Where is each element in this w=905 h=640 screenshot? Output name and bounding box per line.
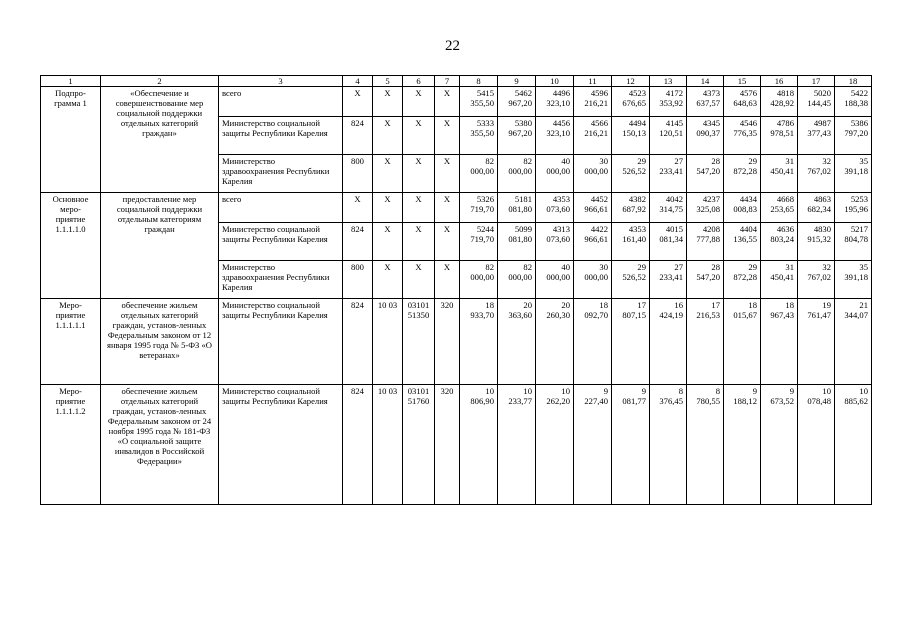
table-row xyxy=(41,87,872,117)
amount-cell: 29 872,28 xyxy=(724,155,761,193)
header-cell: 17 xyxy=(798,76,835,87)
amount-cell: 10 233,77 xyxy=(498,385,536,505)
amount-cell: 5415 355,50 xyxy=(460,87,498,117)
amount-cell: 19 761,47 xyxy=(798,299,835,385)
expense-type-cell: X xyxy=(435,117,460,155)
target-article-cell: X xyxy=(403,117,435,155)
amount-cell: 82 000,00 xyxy=(498,155,536,193)
program-code-cell: Основное меро- приятие 1.1.1.1.0 xyxy=(41,193,101,299)
amount-cell: 20 260,30 xyxy=(536,299,574,385)
executor-cell: Министерство социальной защиты Республики Карелия xyxy=(219,385,343,505)
expense-type-cell: X xyxy=(435,193,460,223)
amount-cell: 31 450,41 xyxy=(761,261,798,299)
grbs-code-cell: 824 xyxy=(343,299,373,385)
amount-cell: 9 188,12 xyxy=(724,385,761,505)
amount-cell: 17 216,53 xyxy=(687,299,724,385)
amount-cell: 9 227,40 xyxy=(574,385,612,505)
header-cell: 16 xyxy=(761,76,798,87)
program-name-cell: «Обеспечение и совершенствование мер социальной поддержки отдельных категорий граждан» xyxy=(101,87,219,193)
amount-cell: 4208 777,88 xyxy=(687,223,724,261)
amount-cell: 28 547,20 xyxy=(687,155,724,193)
amount-cell: 10 262,20 xyxy=(536,385,574,505)
amount-cell: 10 885,62 xyxy=(835,385,872,505)
amount-cell: 4422 966,61 xyxy=(574,223,612,261)
page-number: 22 xyxy=(445,38,460,54)
table-row xyxy=(41,193,872,223)
amount-cell: 4818 428,92 xyxy=(761,87,798,117)
amount-cell: 4494 150,13 xyxy=(612,117,650,155)
amount-cell: 4237 325,08 xyxy=(687,193,724,223)
amount-cell: 4546 776,35 xyxy=(724,117,761,155)
header-cell: 15 xyxy=(724,76,761,87)
grbs-code-cell: X xyxy=(343,87,373,117)
amount-cell: 20 363,60 xyxy=(498,299,536,385)
amount-cell: 35 391,18 xyxy=(835,155,872,193)
target-article-cell: X xyxy=(403,261,435,299)
budget-table xyxy=(40,75,872,505)
amount-cell: 5380 967,20 xyxy=(498,117,536,155)
executor-cell: Министерство социальной защиты Республики Карелия xyxy=(219,299,343,385)
amount-cell: 4382 687,92 xyxy=(612,193,650,223)
amount-cell: 9 081,77 xyxy=(612,385,650,505)
amount-cell: 5422 188,38 xyxy=(835,87,872,117)
amount-cell: 18 933,70 xyxy=(460,299,498,385)
amount-cell: 4987 377,43 xyxy=(798,117,835,155)
amount-cell: 4786 978,51 xyxy=(761,117,798,155)
amount-cell: 5099 081,80 xyxy=(498,223,536,261)
grbs-code-cell: 800 xyxy=(343,261,373,299)
amount-cell: 8 376,45 xyxy=(650,385,687,505)
section-code-cell: X xyxy=(373,261,403,299)
section-code-cell: X xyxy=(373,117,403,155)
amount-cell: 31 450,41 xyxy=(761,155,798,193)
amount-cell: 4172 353,92 xyxy=(650,87,687,117)
header-cell: 8 xyxy=(460,76,498,87)
amount-cell: 4434 008,83 xyxy=(724,193,761,223)
amount-cell: 32 767,02 xyxy=(798,261,835,299)
expense-type-cell: 320 xyxy=(435,299,460,385)
amount-cell: 5020 144,45 xyxy=(798,87,835,117)
amount-cell: 4015 081,34 xyxy=(650,223,687,261)
target-article-cell: X xyxy=(403,155,435,193)
expense-type-cell: X xyxy=(435,223,460,261)
executor-cell: всего xyxy=(219,87,343,117)
table-body xyxy=(41,76,872,505)
amount-cell: 4373 637,57 xyxy=(687,87,724,117)
expense-type-cell: X xyxy=(435,155,460,193)
column-number-row xyxy=(41,76,872,87)
grbs-code-cell: 824 xyxy=(343,117,373,155)
header-cell: 3 xyxy=(219,76,343,87)
expense-type-cell: X xyxy=(435,261,460,299)
amount-cell: 40 000,00 xyxy=(536,261,574,299)
amount-cell: 18 092,70 xyxy=(574,299,612,385)
program-code-cell: Подпро- грамма 1 xyxy=(41,87,101,193)
section-code-cell: X xyxy=(373,223,403,261)
executor-cell: Министерство социальной защиты Республики Карелия xyxy=(219,223,343,261)
program-name-cell: предоставление мер социальной поддержки отдельным категориям граждан xyxy=(101,193,219,299)
executor-cell: Министерство социальной защиты Республики Карелия xyxy=(219,117,343,155)
amount-cell: 4345 090,37 xyxy=(687,117,724,155)
amount-cell: 30 000,00 xyxy=(574,261,612,299)
amount-cell: 5326 719,70 xyxy=(460,193,498,223)
amount-cell: 5333 355,50 xyxy=(460,117,498,155)
amount-cell: 4456 323,10 xyxy=(536,117,574,155)
header-cell: 7 xyxy=(435,76,460,87)
amount-cell: 35 391,18 xyxy=(835,261,872,299)
amount-cell: 32 767,02 xyxy=(798,155,835,193)
target-article-cell: X xyxy=(403,193,435,223)
amount-cell: 5244 719,70 xyxy=(460,223,498,261)
header-cell: 4 xyxy=(343,76,373,87)
amount-cell: 5253 195,96 xyxy=(835,193,872,223)
amount-cell: 4452 966,61 xyxy=(574,193,612,223)
amount-cell: 29 526,52 xyxy=(612,261,650,299)
header-cell: 9 xyxy=(498,76,536,87)
amount-cell: 28 547,20 xyxy=(687,261,724,299)
executor-cell: Министерство здравоохранения Республики Карелия xyxy=(219,155,343,193)
amount-cell: 4576 648,63 xyxy=(724,87,761,117)
header-cell: 13 xyxy=(650,76,687,87)
amount-cell: 18 015,67 xyxy=(724,299,761,385)
program-code-cell: Меро- приятие 1.1.1.1.2 xyxy=(41,385,101,505)
header-cell: 1 xyxy=(41,76,101,87)
amount-cell: 27 233,41 xyxy=(650,155,687,193)
amount-cell: 4042 314,75 xyxy=(650,193,687,223)
amount-cell: 4145 120,51 xyxy=(650,117,687,155)
grbs-code-cell: 824 xyxy=(343,223,373,261)
amount-cell: 27 233,41 xyxy=(650,261,687,299)
amount-cell: 4353 073,60 xyxy=(536,193,574,223)
amount-cell: 9 673,52 xyxy=(761,385,798,505)
executor-cell: Министерство здравоохранения Республики Карелия xyxy=(219,261,343,299)
header-cell: 10 xyxy=(536,76,574,87)
grbs-code-cell: 800 xyxy=(343,155,373,193)
executor-cell: всего xyxy=(219,193,343,223)
section-code-cell: X xyxy=(373,87,403,117)
amount-cell: 4668 253,65 xyxy=(761,193,798,223)
section-code-cell: 10 03 xyxy=(373,385,403,505)
program-code-cell: Меро- приятие 1.1.1.1.1 xyxy=(41,299,101,385)
header-cell: 18 xyxy=(835,76,872,87)
header-cell: 2 xyxy=(101,76,219,87)
amount-cell: 21 344,07 xyxy=(835,299,872,385)
amount-cell: 30 000,00 xyxy=(574,155,612,193)
amount-cell: 4404 136,55 xyxy=(724,223,761,261)
header-cell: 12 xyxy=(612,76,650,87)
amount-cell: 4596 216,21 xyxy=(574,87,612,117)
header-cell: 11 xyxy=(574,76,612,87)
table-row xyxy=(41,385,872,505)
grbs-code-cell: 824 xyxy=(343,385,373,505)
header-cell: 6 xyxy=(403,76,435,87)
amount-cell: 5181 081,80 xyxy=(498,193,536,223)
amount-cell: 5217 804,78 xyxy=(835,223,872,261)
amount-cell: 18 967,43 xyxy=(761,299,798,385)
amount-cell: 17 807,15 xyxy=(612,299,650,385)
program-name-cell: обеспечение жильем отдельных категорий граждан, установ-ленных Федеральным законом от 12 января 1995 года № 5-ФЗ «О ветеранах» xyxy=(101,299,219,385)
header-cell: 5 xyxy=(373,76,403,87)
amount-cell: 10 078,48 xyxy=(798,385,835,505)
amount-cell: 4863 682,34 xyxy=(798,193,835,223)
amount-cell: 10 806,90 xyxy=(460,385,498,505)
section-code-cell: X xyxy=(373,155,403,193)
program-name-cell: обеспечение жильем отдельных категорий граждан, установ-ленных Федеральным законом от 24 ноября 1995 года № 181-ФЗ «О социальной защите инвалидов в Российской Федерации» xyxy=(101,385,219,505)
table-row xyxy=(41,299,872,385)
amount-cell: 82 000,00 xyxy=(460,261,498,299)
amount-cell: 5386 797,20 xyxy=(835,117,872,155)
grbs-code-cell: X xyxy=(343,193,373,223)
amount-cell: 4496 323,10 xyxy=(536,87,574,117)
amount-cell: 40 000,00 xyxy=(536,155,574,193)
amount-cell: 4353 161,40 xyxy=(612,223,650,261)
amount-cell: 5462 967,20 xyxy=(498,87,536,117)
amount-cell: 82 000,00 xyxy=(498,261,536,299)
amount-cell: 29 526,52 xyxy=(612,155,650,193)
amount-cell: 29 872,28 xyxy=(724,261,761,299)
target-article-cell: 03101 51350 xyxy=(403,299,435,385)
amount-cell: 4313 073,60 xyxy=(536,223,574,261)
amount-cell: 4566 216,21 xyxy=(574,117,612,155)
target-article-cell: X xyxy=(403,223,435,261)
amount-cell: 4523 676,65 xyxy=(612,87,650,117)
amount-cell: 4636 803,24 xyxy=(761,223,798,261)
amount-cell: 82 000,00 xyxy=(460,155,498,193)
target-article-cell: X xyxy=(403,87,435,117)
section-code-cell: 10 03 xyxy=(373,299,403,385)
target-article-cell: 03101 51760 xyxy=(403,385,435,505)
amount-cell: 16 424,19 xyxy=(650,299,687,385)
amount-cell: 4830 915,32 xyxy=(798,223,835,261)
expense-type-cell: 320 xyxy=(435,385,460,505)
section-code-cell: X xyxy=(373,193,403,223)
amount-cell: 8 780,55 xyxy=(687,385,724,505)
expense-type-cell: X xyxy=(435,87,460,117)
header-cell: 14 xyxy=(687,76,724,87)
